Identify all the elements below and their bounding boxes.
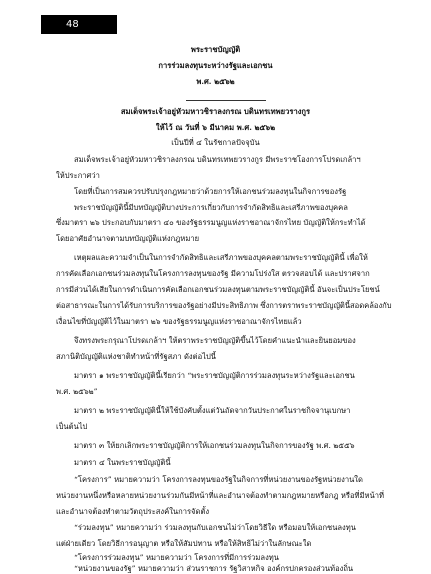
king-name: สมเด็จพระเจ้าอยู่หัวมหาวชิราลงกรณ บดินทรเทพยวรางกูร <box>120 107 311 116</box>
act-title: พระราชบัญญัติ <box>190 45 241 54</box>
body-line: เงื่อนไขที่บัญญัติไว้ในมาตรา ๒๖ ของรัฐธรรมนูญแห่งราชอาณาจักรไทยแล้ว <box>56 317 302 326</box>
section-3: มาตรา ๓ ให้ยกเลิกพระราชบัญญัติการให้เอกชนร่วมลงทุนในกิจการของรัฐ พ.ศ. ๒๕๕๖ <box>74 441 355 450</box>
definition-project: “โครงการ” หมายความว่า โครงการลงทุนของรัฐในกิจการที่หน่วยงานของรัฐหน่วยงานใด <box>74 475 363 484</box>
body-line: โดยที่เป็นการสมควรปรับปรุงกฎหมายว่าด้วยการให้เอกชนร่วมลงทุนในกิจการของรัฐ <box>74 187 347 196</box>
given-date: ให้ไว้ ณ วันที่ ๖ มีนาคม พ.ศ. ๒๕๖๒ <box>155 123 276 132</box>
body-line: ซึ่งมาตรา ๒๖ ประกอบกับมาตรา ๔๐ ของรัฐธรรมนูญแห่งราชอาณาจักรไทย บัญญัติให้กระทำได้ <box>56 218 366 227</box>
body-line: และอำนาจต้องทำตามวัตถุประสงค์ในการจัดตั้ง <box>56 507 210 516</box>
body-line: การมีส่วนได้เสียในการดำเนินการคัดเลือกเอกชนร่วมลงทุนตามพระราชบัญญัตินี้ อันจะเป็นประโยชน์ <box>56 285 380 294</box>
act-year: พ.ศ. ๒๕๖๒ <box>196 77 235 86</box>
title-separator <box>186 100 266 101</box>
page-number: 48 <box>66 19 79 30</box>
section-4: มาตรา ๔ ในพระราชบัญญัตินี้ <box>74 458 171 467</box>
body-line: หน่วยงานหนึ่งหรือหลายหน่วยงานร่วมกันมีหน้าที่และอำนาจต้องทำตามกฎหมายหรือกฎ หรือที่มีหน้าที่ <box>56 491 385 500</box>
body-line: พระราชบัญญัตินี้มีบทบัญญัติบางประการเกี่ยวกับการจำกัดสิทธิและเสรีภาพของบุคคล <box>74 203 348 212</box>
body-line: สมเด็จพระเจ้าอยู่หัวมหาวชิราลงกรณ บดินทรเทพยวรางกูร มีพระราชโองการโปรดเกล้าฯ <box>74 155 361 164</box>
body-line: เป็นต้นไป <box>56 422 88 431</box>
section-1: มาตรา ๑ พระราชบัญญัตินี้เรียกว่า “พระราชบัญญัติการร่วมลงทุนระหว่างรัฐและเอกชน <box>74 371 355 380</box>
body-line: ให้ประกาศว่า <box>56 171 100 180</box>
definition-joint-investment: “ร่วมลงทุน” หมายความว่า ร่วมลงทุนกับเอกชนไม่ว่าโดยวิธีใด หรือมอบให้เอกชนลงทุน <box>74 523 356 532</box>
body-line: ต่อสาธารณะในการได้รับการบริการของรัฐอย่างมีประสิทธิภาพ ซึ่งการตราพระราชบัญญัตินี้สอดคล้องกับ <box>56 301 392 310</box>
body-line: เหตุผลและความจำเป็นในการจำกัดสิทธิและเสรีภาพของบุคคลตามพระราชบัญญัตินี้ เพื่อให้ <box>74 253 368 262</box>
body-line: แต่ฝ่ายเดียว โดยวิธีการอนุญาต หรือให้สัมปทาน หรือให้สิทธิไม่ว่าในลักษณะใด <box>56 539 312 548</box>
act-subtitle: การร่วมลงทุนระหว่างรัฐและเอกชน <box>158 61 273 70</box>
body-line: พ.ศ. ๒๕๖๒” <box>56 387 98 396</box>
body-line: สภานิติบัญญัติแห่งชาติทำหน้าที่รัฐสภา ดังต่อไปนี้ <box>56 352 216 361</box>
definition-state-agency: “หน่วยงานของรัฐ” หมายความว่า ส่วนราชการ รัฐวิสาหกิจ องค์กรปกครองส่วนท้องถิ่น <box>74 564 354 573</box>
body-line: การคัดเลือกเอกชนร่วมลงทุนในโครงการลงทุนของรัฐ มีความโปร่งใส ตรวจสอบได้ และปราศจาก <box>56 269 370 278</box>
section-2: มาตรา ๒ พระราชบัญญัตินี้ให้ใช้บังคับตั้งแต่วันถัดจากวันประกาศในราชกิจจานุเบกษา <box>74 406 351 415</box>
definition-joint-project: “โครงการร่วมลงทุน” หมายความว่า โครงการที่มีการร่วมลงทุน <box>74 553 279 562</box>
body-line: โดยอาศัยอำนาจตามบทบัญญัติแห่งกฎหมาย <box>56 234 200 243</box>
reign-year: เป็นปีที่ ๔ ในรัชกาลปัจจุบัน <box>171 138 260 147</box>
body-line: จึงทรงพระกรุณาโปรดเกล้าฯ ให้ตราพระราชบัญญัติขึ้นไว้โดยคำแนะนำและยินยอมของ <box>74 336 356 345</box>
